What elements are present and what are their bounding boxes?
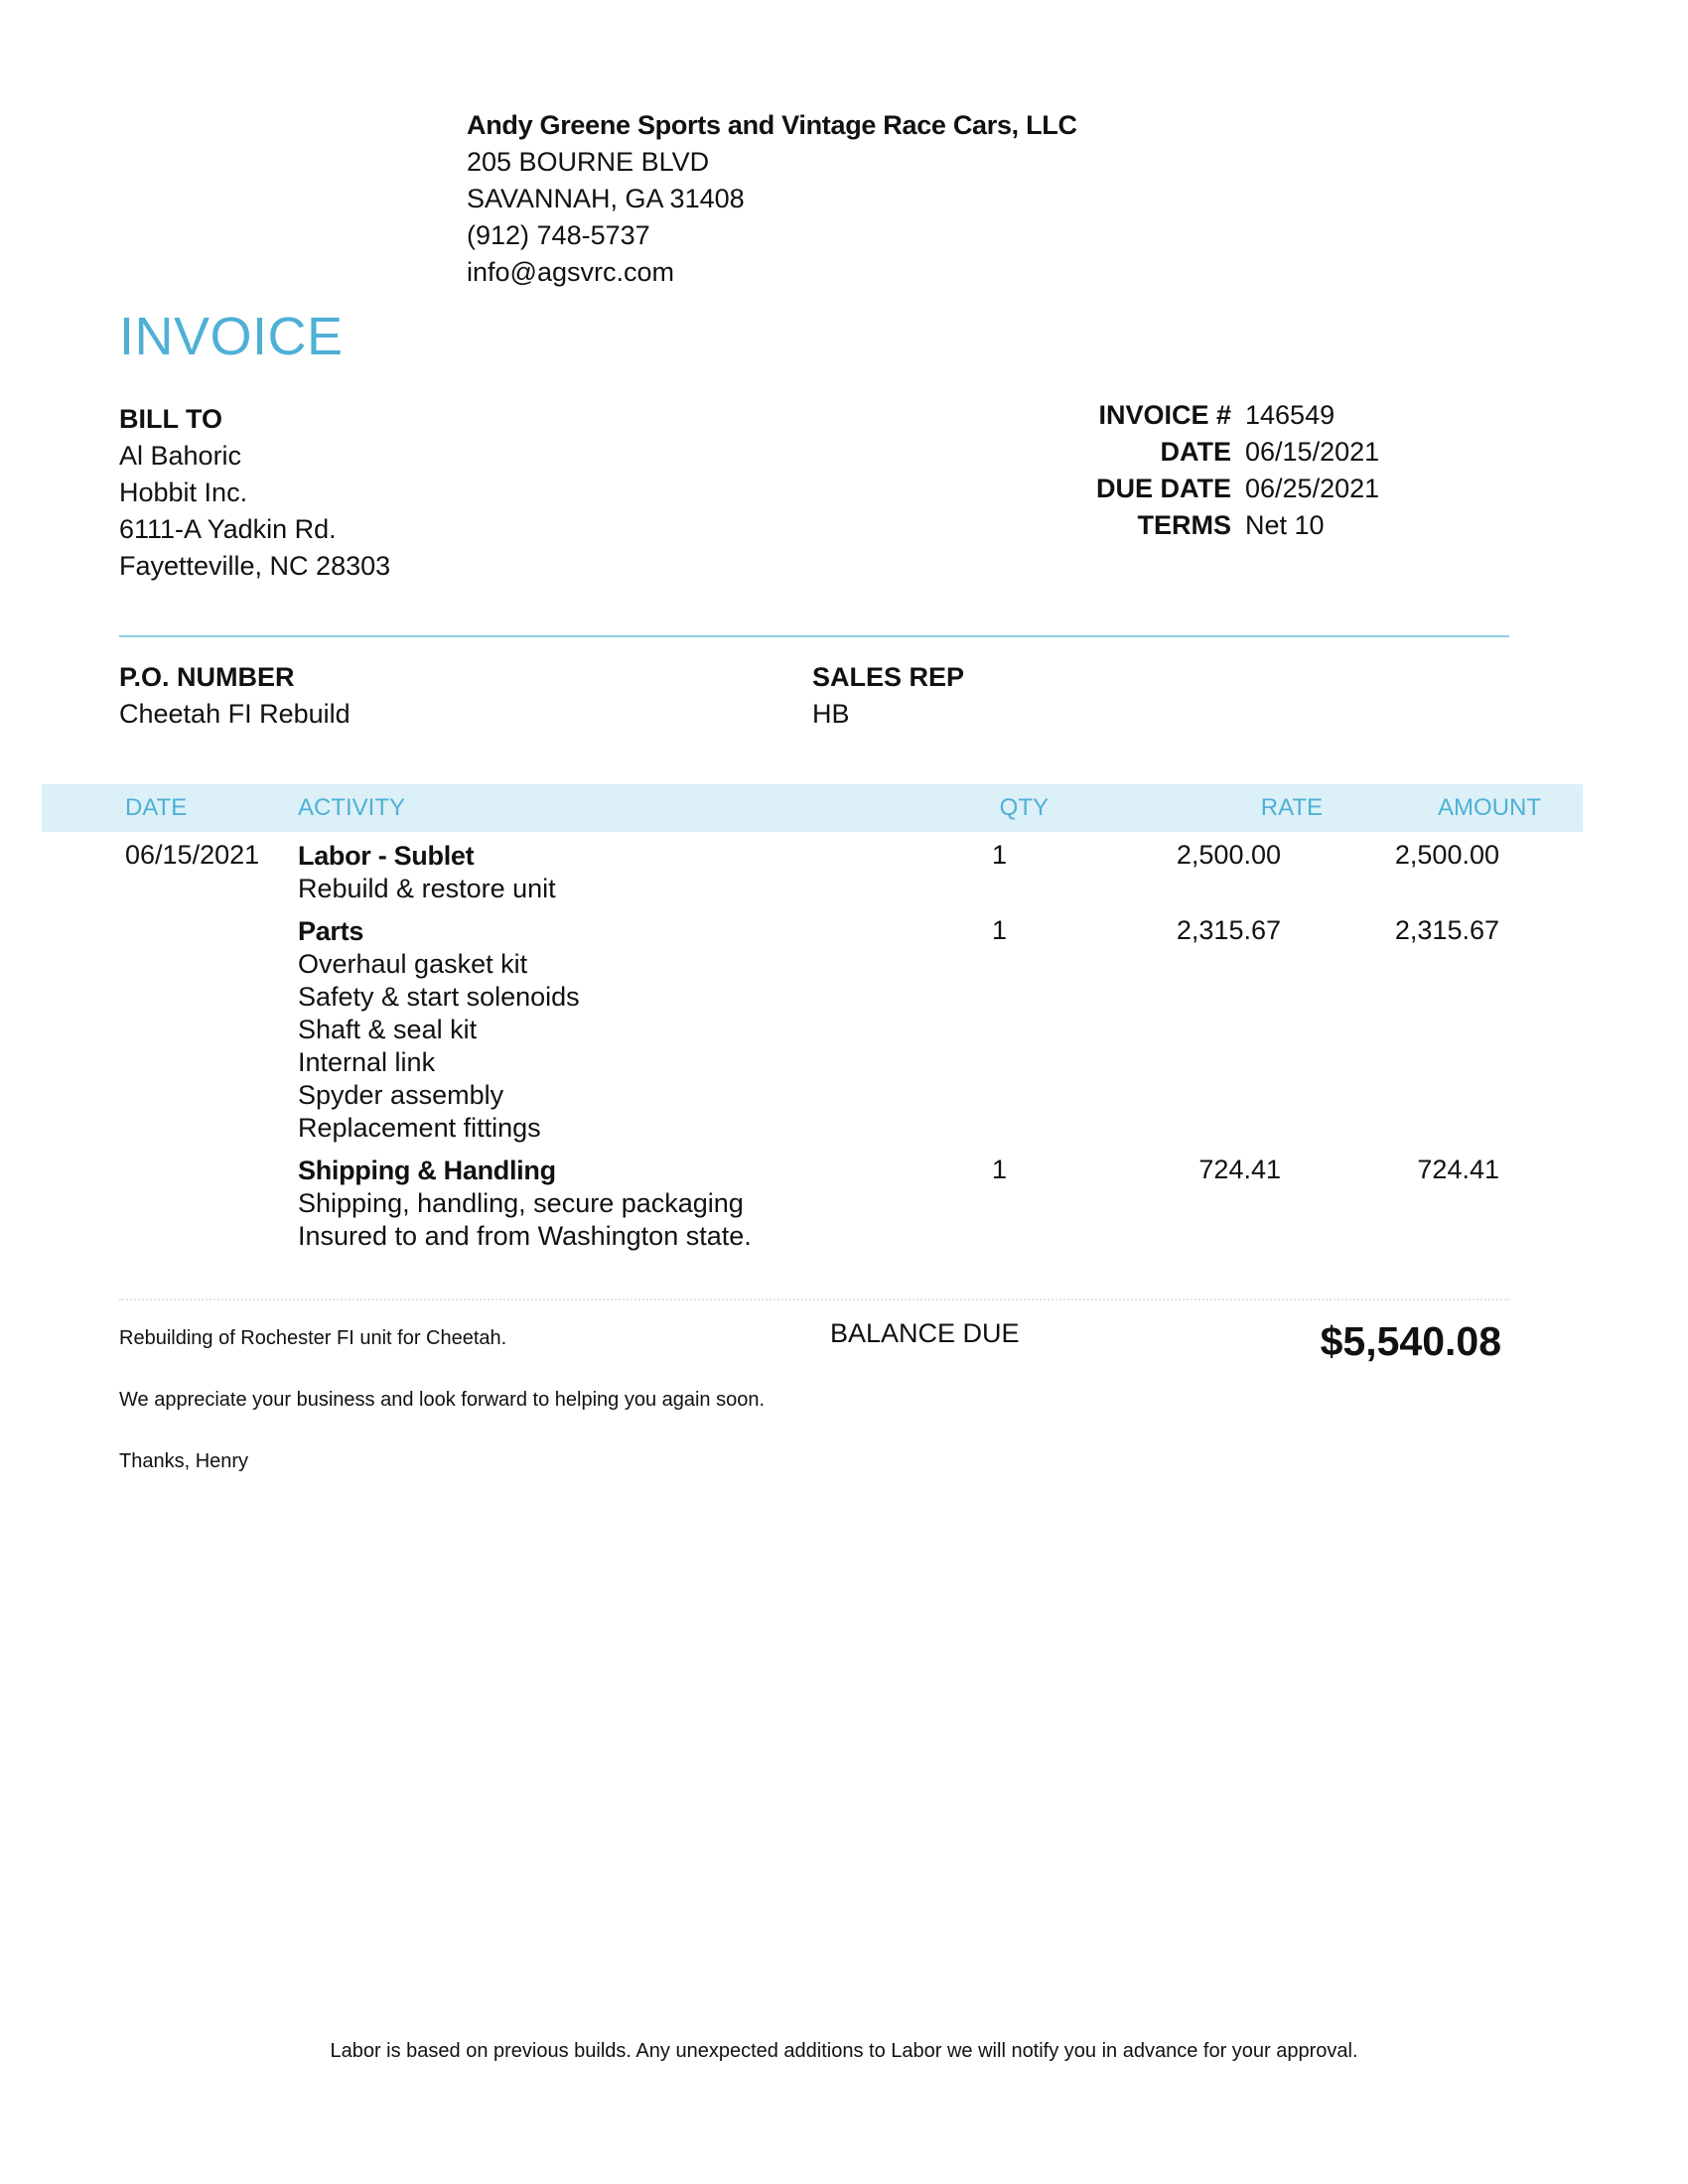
line-items: [0, 840, 1688, 1253]
row-detail-line: Shipping, handling, secure packaging: [298, 1188, 744, 1218]
header-date: DATE: [125, 794, 188, 821]
divider: [119, 635, 1509, 637]
sales-rep-label: SALES REP: [812, 662, 965, 692]
memo-line: Rebuilding of Rochester FI unit for Cheetah.: [119, 1327, 507, 1349]
po-label: P.O. NUMBER: [119, 662, 295, 692]
row-amount: 724.41: [1417, 1155, 1499, 1184]
row-detail-line: Internal link: [298, 1047, 436, 1077]
invoice-memo: [119, 1322, 794, 1507]
header-rate: RATE: [1260, 794, 1323, 821]
meta-label: INVOICE #: [1098, 400, 1231, 430]
header-activity: ACTIVITY: [298, 794, 406, 821]
bill-to-name: Al Bahoric: [119, 441, 242, 471]
table-row: [0, 840, 1688, 905]
row-description: [298, 1155, 1688, 1253]
table-header: [42, 784, 1583, 832]
table-row: [0, 1155, 1688, 1253]
company-name: Andy Greene Sports and Vintage Race Cars, LLC: [467, 110, 1077, 140]
sales-rep-value: HB: [812, 699, 850, 729]
invoice-title: INVOICE: [119, 307, 344, 366]
row-detail-line: Shaft & seal kit: [298, 1015, 478, 1044]
bill-to-block: [119, 401, 390, 585]
meta-value: 06/15/2021: [1245, 437, 1380, 467]
po-value: Cheetah FI Rebuild: [119, 699, 351, 729]
footer-note: Labor is based on previous builds. Any unexpected additions to Labor we will notify you in advance for your approval.: [330, 2040, 1358, 2062]
sales-rep-block: [812, 659, 964, 733]
meta-value: 06/25/2021: [1245, 474, 1380, 503]
header-qty: QTY: [999, 794, 1049, 821]
row-description: [298, 840, 1688, 905]
row-qty: 1: [991, 1155, 1007, 1184]
meta-value: 146549: [1245, 400, 1336, 430]
company-address-1: 205 BOURNE BLVD: [467, 147, 710, 177]
row-amount: 2,500.00: [1394, 840, 1499, 870]
invoice-meta: [1003, 397, 1444, 544]
balance-due-label: BALANCE DUE: [830, 1318, 1020, 1348]
row-rate: 724.41: [1198, 1155, 1281, 1184]
meta-row-due-date: [1003, 471, 1444, 507]
dotted-divider: [119, 1298, 1509, 1300]
memo-line: We appreciate your business and look forward to helping you again soon.: [119, 1389, 766, 1411]
balance-due-amount: $5,540.08: [1320, 1318, 1501, 1364]
bill-to-street: 6111-A Yadkin Rd.: [119, 514, 337, 544]
row-rate: 2,315.67: [1176, 915, 1281, 945]
row-detail-line: Overhaul gasket kit: [298, 949, 528, 979]
row-detail-line: Safety & start solenoids: [298, 982, 580, 1012]
row-qty: 1: [991, 915, 1007, 945]
meta-label: DATE: [1160, 437, 1231, 467]
meta-row-terms: [1003, 507, 1444, 544]
row-description: [298, 915, 1688, 1145]
row-detail-line: Replacement fittings: [298, 1113, 541, 1143]
table-row: [0, 915, 1688, 1145]
meta-value: Net 10: [1245, 510, 1325, 540]
row-qty: 1: [991, 840, 1007, 870]
row-date: 06/15/2021: [125, 840, 260, 870]
memo-signoff: Thanks, Henry: [119, 1450, 249, 1472]
po-block: [119, 659, 351, 733]
bill-to-company: Hobbit Inc.: [119, 478, 248, 507]
company-phone: (912) 748-5737: [467, 220, 650, 250]
company-block: [467, 107, 1077, 291]
company-address-2: SAVANNAH, GA 31408: [467, 184, 745, 213]
row-detail-line: Insured to and from Washington state.: [298, 1221, 752, 1251]
row-detail-line: Spyder assembly: [298, 1080, 504, 1110]
bill-to-label: BILL TO: [119, 404, 223, 434]
bill-to-city: Fayetteville, NC 28303: [119, 551, 391, 581]
row-activity: Shipping & Handling: [298, 1156, 556, 1185]
header-amount: AMOUNT: [1438, 794, 1541, 821]
row-detail-line: Rebuild & restore unit: [298, 874, 556, 903]
meta-label: DUE DATE: [1095, 474, 1231, 503]
meta-row-invoice-number: [1003, 397, 1444, 434]
row-activity: Labor - Sublet: [298, 841, 475, 871]
company-email: info@agsvrc.com: [467, 257, 674, 287]
meta-label: TERMS: [1137, 510, 1231, 540]
row-activity: Parts: [298, 916, 364, 946]
row-rate: 2,500.00: [1176, 840, 1281, 870]
row-amount: 2,315.67: [1394, 915, 1499, 945]
meta-row-date: [1003, 434, 1444, 471]
